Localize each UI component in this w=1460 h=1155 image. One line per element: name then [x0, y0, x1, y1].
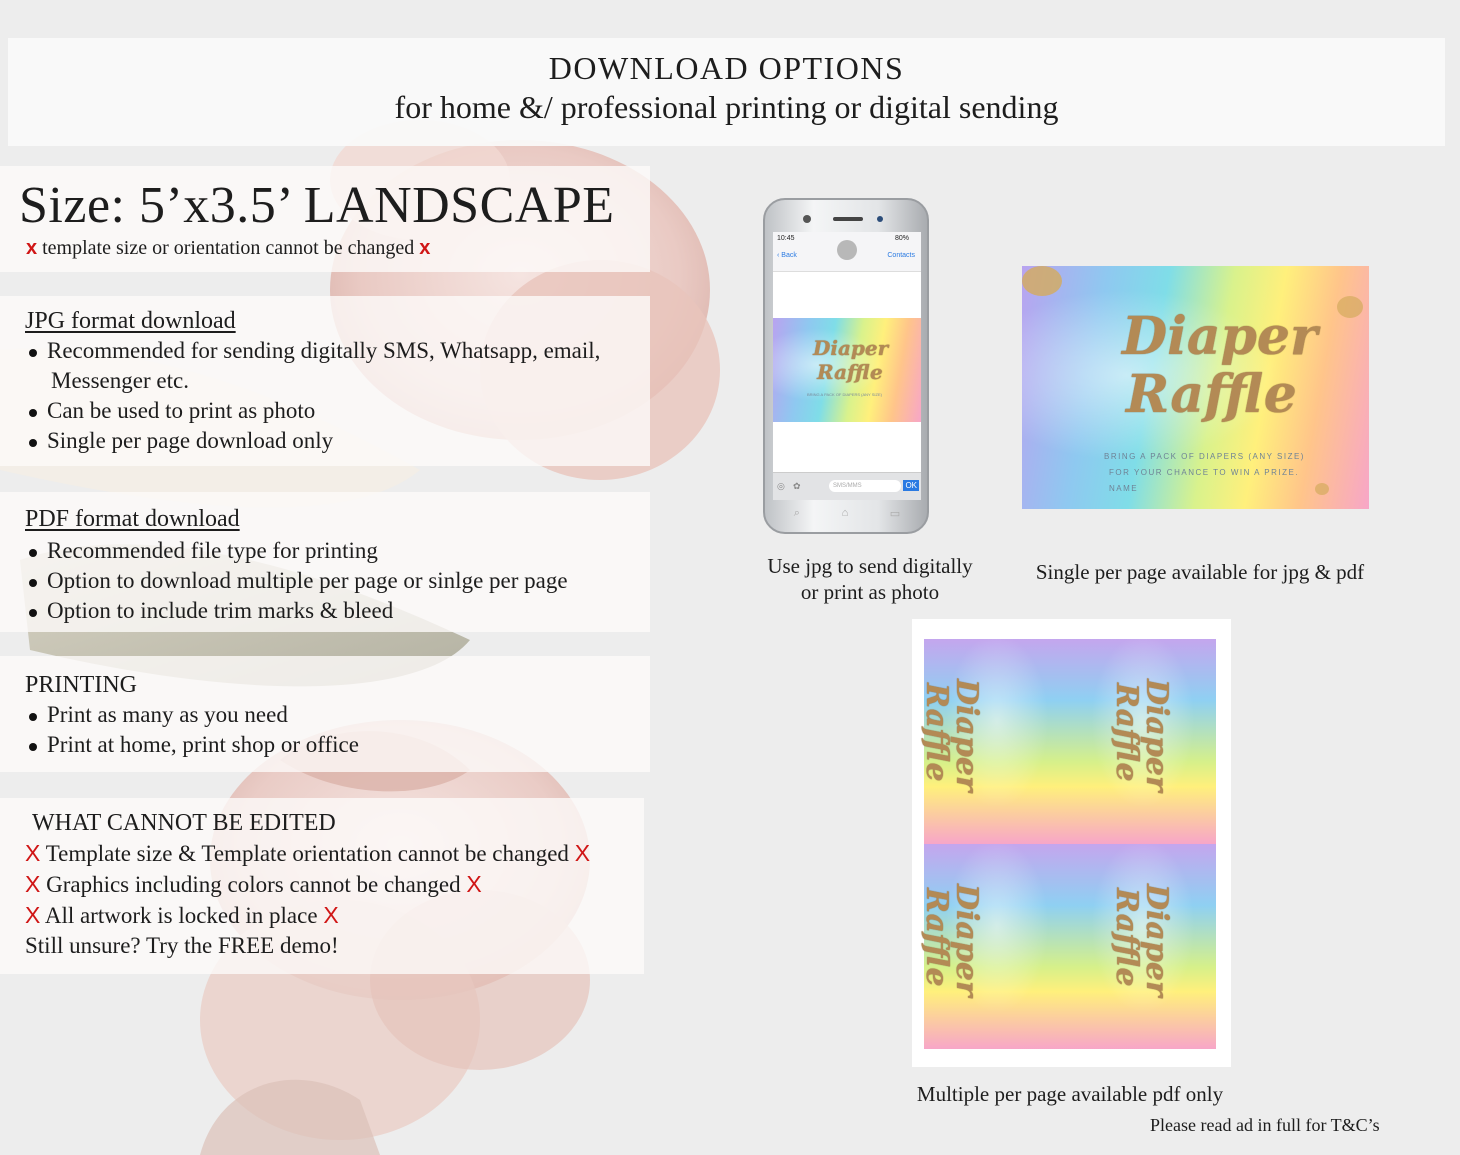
- tabs-icon: ▭: [889, 507, 901, 520]
- contact-avatar-icon: [837, 240, 857, 260]
- phone-message-bar: [773, 472, 921, 500]
- x-mark-icon: X: [466, 871, 482, 897]
- list-item-continuation: Messenger etc.: [51, 368, 189, 393]
- card-script-line1: Diaper: [949, 679, 984, 792]
- pdf-panel: [0, 492, 650, 632]
- phone-time: 10:45: [777, 235, 795, 242]
- apps-icon[interactable]: ✿: [793, 481, 801, 491]
- noedit-line-text: Template size & Template orientation cannot be changed: [45, 841, 569, 866]
- card-script-line1: Diaper: [1122, 306, 1318, 367]
- noedit-line-text: All artwork is locked in place: [44, 903, 318, 928]
- card-script-line2: Raffle: [1109, 683, 1144, 782]
- noedit-panel: [0, 798, 644, 974]
- x-mark-icon: X: [323, 902, 339, 928]
- list-item: [25, 336, 650, 396]
- printing-title: PRINTING: [25, 672, 137, 698]
- x-mark-icon: X: [25, 871, 41, 897]
- card-script-line2: Raffle: [1126, 364, 1297, 425]
- phone-status-bar: [773, 232, 921, 272]
- card-script-line2: Raffle: [817, 360, 883, 384]
- single-caption: Single per page available for jpg & pdf: [1035, 560, 1365, 584]
- phone-home-buttons: [773, 502, 921, 524]
- search-icon: ⌕: [793, 506, 800, 519]
- phone-earpiece: [833, 217, 863, 221]
- phone-camera: [803, 215, 811, 223]
- list-item-text: Recommended for sending digitally SMS, Whatsapp, email,: [47, 338, 601, 363]
- size-note: [19, 236, 650, 260]
- size-panel: [0, 166, 650, 272]
- card-name-line: NAME: [1109, 484, 1139, 493]
- x-mark-icon: X: [574, 840, 591, 866]
- single-card-preview: [1022, 266, 1369, 509]
- phone-screen: [773, 232, 921, 500]
- caption-line: or print as photo: [800, 580, 940, 604]
- header-banner: [8, 38, 1445, 146]
- home-icon: ⌂: [841, 507, 849, 519]
- x-mark-icon: x: [26, 237, 38, 259]
- page-title: DOWNLOAD OPTIONS: [548, 50, 905, 86]
- phone-card-preview: [773, 318, 921, 422]
- size-note-text: template size or orientation cannot be changed: [42, 237, 415, 259]
- phone-sensor: [877, 216, 883, 222]
- multi-card: [1070, 639, 1216, 844]
- x-mark-icon: X: [25, 902, 41, 928]
- x-mark-icon: x: [419, 237, 431, 259]
- list-item: Print as many as you need: [25, 700, 650, 730]
- footer-note: Please read ad in full for T&C’s: [1150, 1115, 1380, 1135]
- send-button[interactable]: OK: [905, 481, 917, 490]
- size-title: Size: 5’x3.5’ LANDSCAPE: [19, 177, 615, 234]
- free-demo-text: Still unsure? Try the FREE demo!: [25, 933, 339, 958]
- phone-back-link[interactable]: ‹ Back: [777, 252, 797, 259]
- multiple-caption: Multiple per page available pdf only: [916, 1082, 1224, 1106]
- list-item: Option to include trim marks & bleed: [25, 596, 650, 626]
- card-script-line2: Raffle: [919, 888, 954, 987]
- noedit-line: [25, 838, 644, 869]
- list-item: Option to download multiple per page or sinlge per page: [25, 566, 650, 596]
- multi-card: [919, 844, 1070, 1049]
- card-text-line2: FOR YOUR CHANCE TO WIN A PRIZE.: [1109, 468, 1300, 477]
- noedit-line: [25, 900, 644, 931]
- list-item: Recommended file type for printing: [25, 536, 650, 566]
- multi-card: [919, 639, 1070, 844]
- multi-page-sheet: [912, 619, 1231, 1067]
- phone-contacts-link[interactable]: Contacts: [887, 252, 915, 259]
- card-script-line1: Diaper: [813, 336, 889, 360]
- gold-glitter-decoration: [1315, 483, 1329, 495]
- card-script-line1: Diaper: [1139, 679, 1174, 792]
- jpg-panel: [0, 296, 650, 466]
- sms-input[interactable]: SMS/MMS: [829, 480, 901, 492]
- jpg-title: JPG format download: [25, 308, 236, 334]
- card-text-line1: BRING A PACK OF DIAPERS (ANY SIZE): [1104, 452, 1305, 461]
- card-script-line2: Raffle: [1109, 888, 1144, 987]
- camera-icon[interactable]: ◎: [777, 481, 785, 491]
- page-subtitle: for home &/ professional printing or digital sending: [394, 89, 1059, 125]
- gold-glitter-decoration: [1337, 296, 1363, 318]
- list-item: Single per page download only: [25, 426, 650, 456]
- card-script-line1: Diaper: [949, 884, 984, 997]
- card-script-line1: Diaper: [1139, 884, 1174, 997]
- x-mark-icon: X: [25, 840, 41, 866]
- noedit-line: [25, 869, 644, 900]
- card-script-line2: Raffle: [919, 683, 954, 782]
- phone-caption: [740, 553, 1000, 605]
- printing-list: [25, 700, 650, 760]
- pdf-title: PDF format download: [25, 506, 240, 532]
- noedit-title: WHAT CANNOT BE EDITED: [32, 810, 336, 836]
- noedit-line-text: Graphics including colors cannot be changed: [46, 872, 461, 897]
- jpg-list: [25, 336, 650, 456]
- list-item: Print at home, print shop or office: [25, 730, 650, 760]
- phone-battery: 80%: [894, 235, 909, 242]
- pdf-list: [25, 536, 650, 626]
- phone-mockup: [763, 198, 929, 534]
- caption-line: Use jpg to send digitally: [767, 554, 973, 578]
- gold-glitter-decoration: [1022, 266, 1062, 296]
- list-item: Can be used to print as photo: [25, 396, 650, 426]
- printing-panel: [0, 656, 650, 772]
- card-text-small: BRING A PACK OF DIAPERS (ANY SIZE): [807, 392, 882, 397]
- multi-card: [1070, 844, 1216, 1049]
